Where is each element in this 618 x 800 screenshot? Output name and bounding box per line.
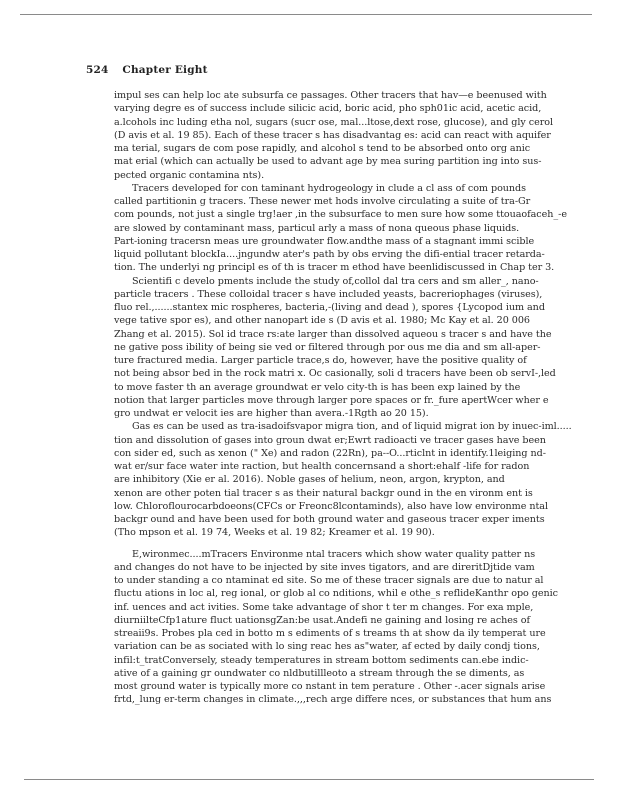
top-rule bbox=[20, 14, 592, 15]
text-line: variation can be as sociated with lo sing reac hes as"water, af ected by daily condj tions, bbox=[114, 641, 540, 653]
text-line: inf. uences and act ivities. Some take advantage of shor t ter m changes. For exa mple, bbox=[114, 601, 534, 613]
text-line: to under standing a co ntaminat ed site. So me of these tracer signals are due to natur al bbox=[114, 575, 544, 586]
text-line: are slowed by contaminant mass, particul arly a mass of nona queous phase liquids. bbox=[114, 222, 520, 234]
text-line: vege tative spor es), and other nanopart ide s (D avis et al. 1980; Mc Kay et al. 20 006 bbox=[114, 315, 530, 327]
text-line: backgr ound and have been used for both ground water and gaseous tracer exper iments bbox=[114, 514, 545, 525]
text-line: tion. The underlyi ng principl es of th is tracer m ethod have beenlidiscussed in Chap ter 3. bbox=[114, 262, 555, 274]
text-line: a.lcohols inc luding etha nol, sugars (sucr ose, mal...ltose,dext rose, glucose), and gly cerol bbox=[114, 116, 553, 128]
text-line: most ground water is typically more co nstant in tem perature . Other -.acer signals arise bbox=[114, 681, 546, 692]
text-line: ma terial, sugars de com pose rapidly, and alcohol s tend to be absorbed onto org anic bbox=[114, 143, 531, 154]
text-line: xenon are other poten tial tracer s as their natural backgr ound in the en vironm ent is bbox=[114, 487, 533, 499]
text-line: wat er/sur face water inte raction, but health concernsand a short:ehalf -life for radon bbox=[114, 461, 530, 472]
paragraph bbox=[114, 275, 556, 421]
text-line: (Tho mpson et al. 19 74, Weeks et al. 19 82; Kreamer et al. 19 90). bbox=[114, 527, 435, 539]
text-line: frtd,_lung er-term changes in climate.,,,rech arge differe nces, or substances that hum ans bbox=[114, 694, 552, 706]
page-number: 524 bbox=[86, 64, 109, 76]
text-line: liquid pollutant blockIa....jngundw ater's path by obs erving the difi-ential tracer retarda- bbox=[114, 249, 545, 260]
text-line: notion that larger particles move through larger pore spaces or fr._fure apertWcer wher e bbox=[114, 394, 549, 406]
text-line: low. Chloroflourocarbdoeons(CFCs or Freonc8lcontaminds), also have low environme ntal bbox=[114, 500, 548, 512]
text-line: pected organic contamina nts). bbox=[114, 169, 265, 181]
text-line: tion and dissolution of gases into groun dwat er;Ewrt radioacti ve tracer gases have been bbox=[114, 434, 546, 446]
chapter-title: Chapter Eight bbox=[122, 64, 208, 76]
text-line: fluo rel.,......stantex mic rospheres, bacteria,-(living and dead ), spores {Lycopod ium and bbox=[114, 302, 545, 313]
text-line: infil:t_tratConversely, steady temperatures in stream bottom sediments can.ebe indic- bbox=[114, 654, 529, 666]
text-line: called partitionin g tracers. These newer met hods involve circulating a suite of tra-Gr bbox=[114, 196, 531, 207]
text-line: Scientifi c develo pments include the study of,collol dal tra cers and sm aller_, nano- bbox=[132, 275, 539, 287]
text-line: impul ses can help loc ate subsurfa ce passages. Other tracers that hav—e beenused with bbox=[114, 90, 547, 101]
text-line: and changes do not have to be injected by site inves tigators, and are direritDjtide vam bbox=[114, 561, 535, 573]
text-line: Zhang et al. 2015). Sol id trace rs:ate larger than dissolved aqueou s tracer s and have the bbox=[114, 328, 552, 340]
text-line: to move faster th an average groundwat er velo city-th is has been exp lained by the bbox=[114, 381, 521, 393]
bottom-rule bbox=[24, 779, 594, 780]
text-line: not being absor bed in the rock matri x. Oc casionally, soli d tracers have been ob servI-,led bbox=[114, 368, 556, 380]
text-line: (D avis et al. 19 85). Each of these tracer s has disadvantag es: acid can react with aquifer bbox=[114, 129, 551, 141]
running-head bbox=[86, 64, 208, 76]
text-line: ne gative poss ibility of being sie ved or filtered through por ous me dia and sm all-aper- bbox=[114, 341, 541, 353]
text-line: varying degre es of success include silicic acid, boric acid, pho sph01ic acid, acetic acid, bbox=[114, 103, 542, 115]
paragraph bbox=[114, 182, 567, 275]
text-line: particle tracers . These colloidal tracer s have included yeasts, bacreriophages (viruses), bbox=[114, 288, 543, 300]
text-line: com pounds, not just a single trg!aer ,in the subsurface to men sure how some ttouaofaceh_-e bbox=[114, 209, 567, 221]
text-line: gro undwat er velocit ies are higher than avera.-1Rgth ao 20 15). bbox=[114, 408, 429, 419]
text-line: E,wironmec....mTracers Environme ntal tracers which show water quality patter ns bbox=[132, 548, 536, 560]
paragraph bbox=[114, 420, 572, 539]
text-line: Gas es can be used as tra-isadoifsvapor migra tion, and of liquid migrat ion by inuec-iml..... bbox=[132, 421, 572, 433]
text-line: are inhibitory (Xie er al. 2016). Noble gases of helium, neon, argon, krypton, and bbox=[114, 474, 505, 486]
paragraph bbox=[114, 89, 553, 182]
text-line: Part-ioning tracersn meas ure groundwater flow.andthe mass of a stagnant immi scible bbox=[114, 235, 535, 247]
text-line: fluctu ations in loc al, reg ional, or glob al co nditions, whil e othe_s reflideKanthr opo genic bbox=[114, 588, 558, 600]
paragraph-gap bbox=[114, 540, 500, 548]
text-line: mat erial (which can actually be used to advant age by mea suring partition ing into sus- bbox=[114, 156, 542, 168]
text-line: ture fractured media. Larger particle trace,s do, however, have the positive quality of bbox=[114, 355, 527, 366]
text-line: streaii9s. Probes pla ced in botto m s ediments of s treams th at show da ily temperat ure bbox=[114, 628, 546, 639]
text-line: Tracers developed for con taminant hydrogeology in clude a cl ass of com pounds bbox=[132, 182, 527, 194]
text-line: diurniilteCfp1ature fluct uationsgZan:be usat.Andefi ne gaining and losing re aches of bbox=[114, 614, 531, 626]
text-line: con sider ed, such as xenon (" Xe) and radon (22Rn), pa--O...rticlnt in identify.1leiging nd- bbox=[114, 447, 546, 459]
paragraph bbox=[114, 548, 558, 707]
body-text bbox=[114, 89, 572, 707]
text-line: ative of a gaining gr oundwater co nldbutillleoto a stream through the se diments, as bbox=[114, 667, 525, 679]
